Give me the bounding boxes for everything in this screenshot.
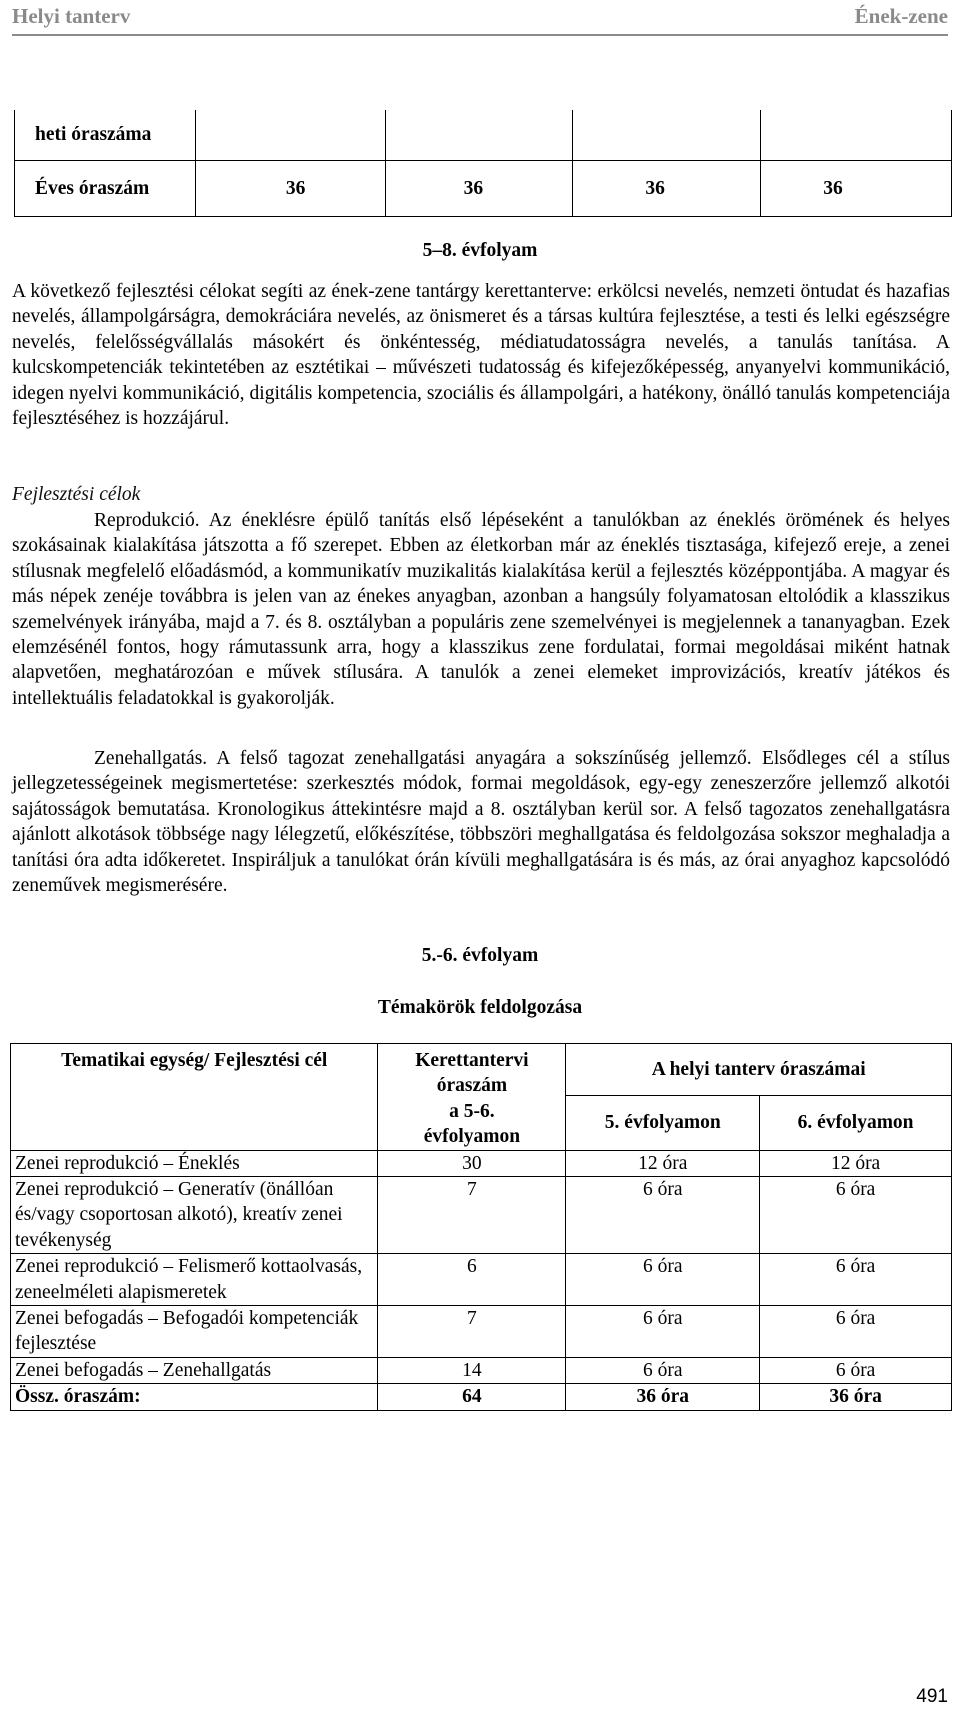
header-grade6: 6. évfolyamon [760,1096,952,1150]
topics-heading: Témakörök feldolgozása [377,997,583,1018]
reproduction-paragraph [12,508,950,711]
annual-value: 36 [573,161,761,217]
topic-grade6-hours: 6 óra [760,1357,952,1383]
topic-frame-hours: 30 [378,1150,566,1176]
listening-text: A felső tagozat zenehallgatási anyagára a sokszínűség jellemző. Elsődleges cél a stílus jellegzetességeinek megismertetése: szerkesztés módok, formai megoldások, egy-egy zeneszerzőre jellemző alkotói sajátosságok bemutatása. Kronologikus áttekintésre majd a 8. osztályban kerül sor. A felső tagozatos zenehallgatásra ajánlott alkotások többsége nagy lélegzetű, előkészítése, többszöri meghallgatása és feldolgozása sokszor meghaladja a tanítási óra adta időkeretet. Inspiráljuk a tanulókat órán kívüli meghallgatására is és más, az órai anyaghoz kapcsolódó zeneművek megismerésére. [12,748,950,897]
header-right: Ének-zene [854,4,948,28]
topic-frame-hours: 7 [378,1306,566,1358]
topic-grade5-hours: 6 óra [566,1177,760,1254]
listening-lead: Zenehallgatás. [94,748,208,769]
page-number: 491 [916,1686,948,1707]
topic-name: Zenei reprodukció – Éneklés [11,1150,378,1176]
header-frame-line: óraszám [436,1075,508,1097]
header-frame-line: Kerettantervi [415,1050,529,1071]
topic-frame-hours: 14 [378,1357,566,1383]
total-grade6: 36 óra [760,1384,952,1410]
topic-grade6-hours: 6 óra [760,1177,952,1254]
topic-grade5-hours: 6 óra [566,1306,760,1358]
section-heading: 5–8. évfolyam [422,240,538,261]
topic-grade5-hours: 12 óra [566,1150,760,1176]
page-header [12,0,948,36]
goals-heading: Fejlesztési célok [12,484,141,505]
annual-label: Éves óraszám [15,161,196,217]
total-label: Össz. óraszám: [11,1384,378,1410]
topic-grade6-hours: 6 óra [760,1254,952,1306]
total-grade5: 36 óra [566,1384,760,1410]
listening-paragraph [12,746,950,898]
topic-grade6-hours: 12 óra [760,1150,952,1176]
intro-paragraph: A következő fejlesztési célokat segíti az ének-zene tantárgy kerettanterve: erkölcsi nevelés, nemzeti öntudat és hazafias nevelés, állampolgárságra, demokráciára nevelés, az önismeret és a társas kultúra fejlesztése, a testi és lelki egészségre nevelés, felelősségvállalás másokért és önkéntesség, médiatudatosságra nevelés, a tanulás tanítása. A kulcskompetenciák tekintetében az esztétikai – művészeti tudatosság és kifejezőképesség, anyanyelvi kommunikáció, idegen nyelvi kommunikáció, digitális kompetencia, szociális és állampolgári, a hatékony, önálló tanulás kompetenciája fejlesztéséhez is hozzájárul. [12,281,950,430]
topic-name: Zenei reprodukció – Felismerő kottaolvasás, zeneelméleti alapismeretek [11,1254,378,1306]
total-frame: 64 [378,1384,566,1410]
topic-grade5-hours: 6 óra [566,1254,760,1306]
topic-frame-hours: 7 [378,1177,566,1254]
topic-frame-hours: 6 [378,1254,566,1306]
header-topic: Tematikai egység/ Fejlesztési cél [11,1044,378,1151]
weekly-row [15,110,952,161]
topic-name: Zenei befogadás – Zenehallgatás [11,1357,378,1383]
topic-grade6-hours: 6 óra [760,1306,952,1358]
header-frame [378,1044,566,1151]
annual-value: 36 [761,161,952,217]
annual-value: 36 [195,161,385,217]
topic-row [11,1254,952,1306]
annual-value: 36 [385,161,573,217]
annual-row [15,161,952,217]
topic-grade5-hours: 6 óra [566,1357,760,1383]
topics-header-row [11,1044,952,1096]
topic-name: Zenei befogadás – Befogadói kompetenciák fejlesztése [11,1306,378,1358]
grade-heading: 5.-6. évfolyam [421,945,539,966]
header-frame-line: a 5-6. [449,1100,495,1122]
topic-row [11,1150,952,1176]
header-left: Helyi tanterv [12,4,131,28]
header-local: A helyi tanterv óraszámai [566,1044,952,1096]
reproduction-text: Az éneklésre épülő tanítás első lépéseként a tanulókban az éneklés örömének és helyes szokásainak kialakítása játszotta a fő szerepet. Ebben az életkorban már az éneklés tisztasága, kifejező ereje, a zenei stílusnak megfelelő előadásmód, a kommunikatív muzikalitás kialakítása kerül a fejlesztés középpontjába. A magyar és más népek zenéje továbbra is jelen van az énekes anyagban, azonban a hangsúly folyamatosan eltolódik a klasszikus szemelvények irányába, majd a 7. és 8. osztályban a populáris zene szemelvényei is megjelennek a tananyagban. Ezek elemzésénél fontos, hogy rámutassunk arra, hogy a klasszikus zene fordulatai, formai megoldásai miként hatnak alapvetően, meghatározóan e művek stílusára. A tanulók a zenei elemeket improvizációs, kreatív játékos és intellektuális feladatokkal is gyakorolják. [12,510,950,709]
header-grade5: 5. évfolyamon [566,1096,760,1150]
total-row [11,1384,952,1410]
hours-table [14,110,952,217]
header-frame-line: évfolyamon [423,1126,521,1148]
topic-name: Zenei reprodukció – Generatív (önállóan és/vagy csoportosan alkotó), kreatív zenei tevékenység [11,1177,378,1254]
topic-row [11,1306,952,1358]
topic-row [11,1357,952,1383]
weekly-label: heti óraszáma [15,110,196,161]
topic-row [11,1177,952,1254]
reproduction-lead: Reprodukció. [94,510,200,531]
topics-table [10,1043,952,1411]
